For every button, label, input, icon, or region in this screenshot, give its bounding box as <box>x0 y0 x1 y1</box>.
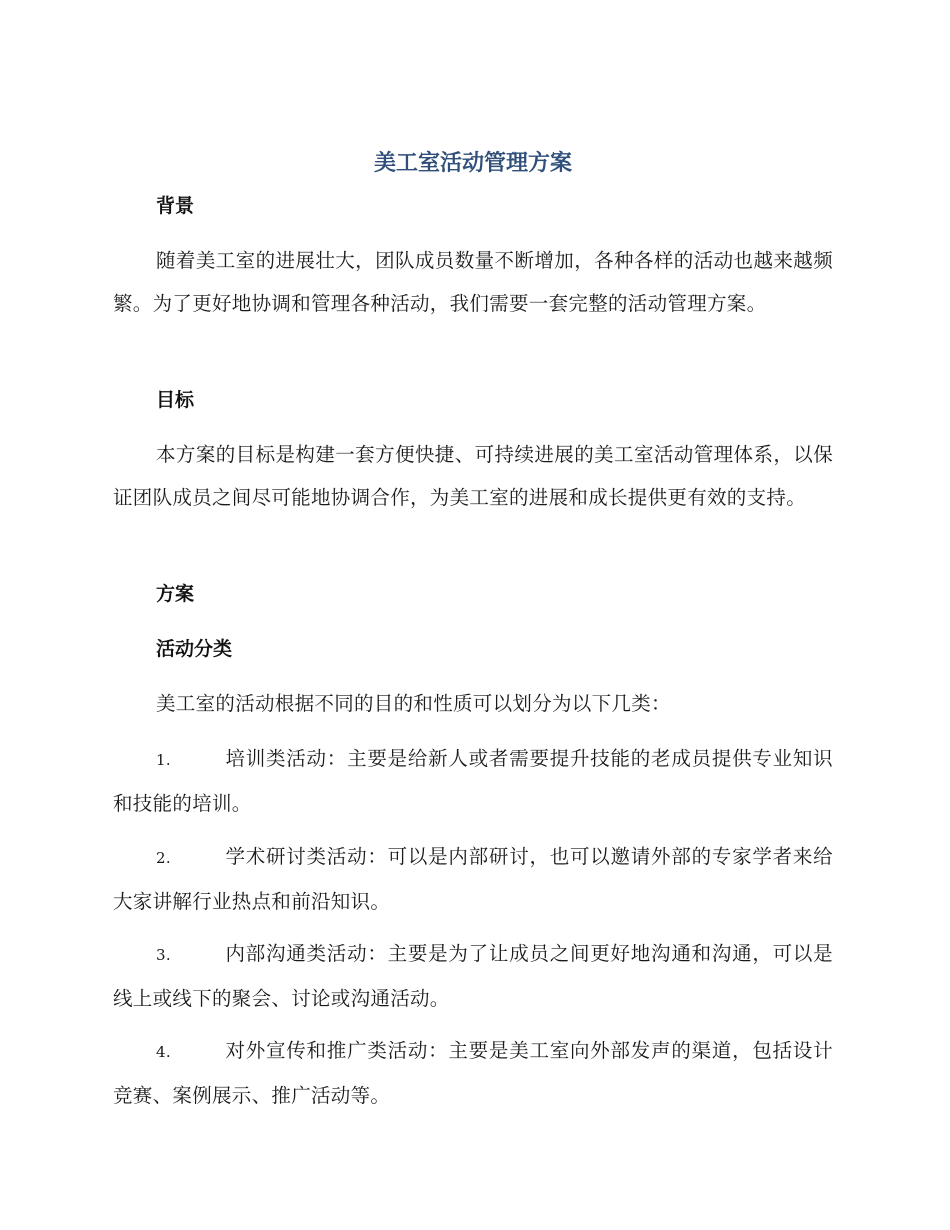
document-page <box>113 0 833 1230</box>
list-item-text: 培训类活动：主要是给新人或者需要提升技能的老成员提供专业知识和技能的培训。 <box>113 747 833 815</box>
list-item <box>113 932 833 1020</box>
list-item-number: 2. <box>156 849 171 867</box>
list-item-text: 内部沟通类活动：主要是为了让成员之间更好地沟通和沟通，可以是线上或线下的聚会、讨论或沟通活动。 <box>113 942 833 1010</box>
section-heading-classification: 活动分类 <box>156 638 233 660</box>
classification-intro: 美工室的活动根据不同的目的和性质可以划分为以下几类： <box>156 692 671 715</box>
list-item <box>113 737 833 825</box>
document-title: 美工室活动管理方案 <box>373 151 572 176</box>
list-item-text: 学术研讨类活动：可以是内部研讨，也可以邀请外部的专家学者来给大家讲解行业热点和前沿知识。 <box>113 845 833 913</box>
goal-paragraph: 本方案的目标是构建一套方便快捷、可持续进展的美工室活动管理体系，以保证团队成员之间尽可能地协调合作，为美工室的进展和成长提供更有效的支持。 <box>113 443 833 509</box>
list-item-text: 对外宣传和推广类活动：主要是美工室向外部发声的渠道，包括设计竞赛、案例展示、推广活动等。 <box>113 1039 833 1107</box>
list-item-number: 3. <box>156 946 171 964</box>
list-item-number: 4. <box>156 1043 171 1061</box>
list-item-number: 1. <box>156 751 171 769</box>
list-item <box>113 1029 833 1117</box>
section-heading-background: 背景 <box>156 195 195 217</box>
section-heading-goal: 目标 <box>156 389 195 411</box>
background-paragraph: 随着美工室的进展壮大，团队成员数量不断增加，各种各样的活动也越来越频繁。为了更好地协调和管理各种活动，我们需要一套完整的活动管理方案。 <box>113 249 833 315</box>
section-heading-plan: 方案 <box>156 583 195 605</box>
list-item <box>113 835 833 923</box>
